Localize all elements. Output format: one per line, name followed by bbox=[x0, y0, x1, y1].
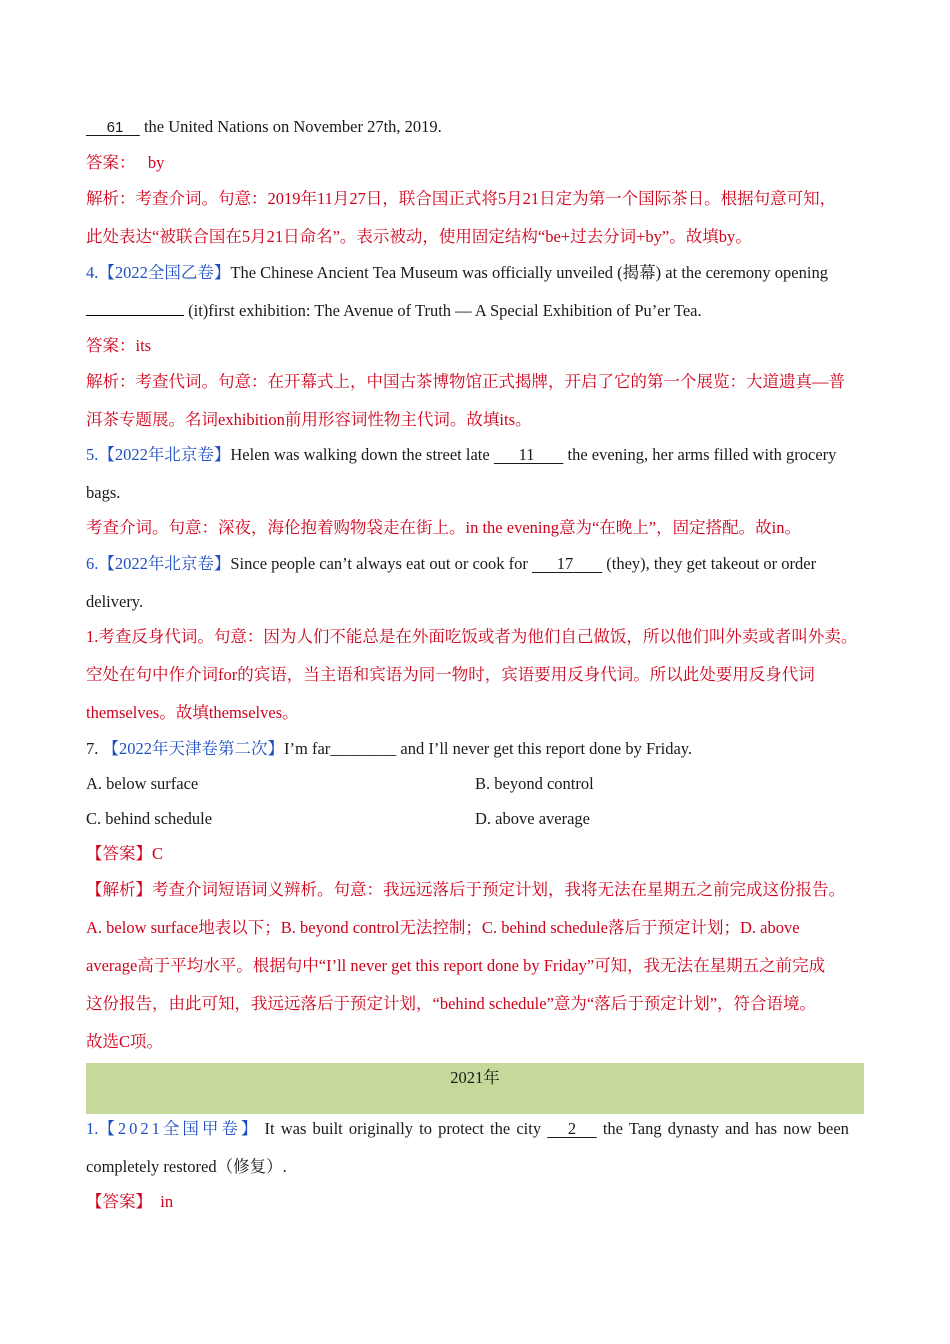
question-text: the evening, her arms filled with grocery bbox=[563, 445, 837, 464]
question-7 bbox=[86, 738, 864, 760]
explanation-line: 考查介词。句意：深夜，海伦抱着购物袋走在街上。in the evening意为“在晚上”，固定搭配。故in。 bbox=[86, 518, 801, 537]
answer-line bbox=[86, 1191, 864, 1213]
question-4-line2 bbox=[86, 300, 864, 322]
answer-label: 【答案】 bbox=[86, 1192, 152, 1211]
question-text: The Chinese Ancient Tea Museum was officially unveiled (揭幕) at the ceremony opening bbox=[230, 263, 828, 282]
question-number: 4. bbox=[86, 263, 99, 282]
question-4 bbox=[86, 262, 864, 284]
blank-answer: 61 bbox=[106, 119, 124, 136]
explanation-line: 解析：考查介词。句意：2019年11月27日，联合国正式将5月21日定为第一个国际茶日。根据句意可知， bbox=[86, 189, 837, 208]
year-section-header bbox=[86, 1063, 864, 1114]
explanation-line: A. below surface地表以下；B. beyond control无法控制；C. behind schedule落后于预定计划；D. above bbox=[86, 918, 800, 937]
blank-answer: 2 bbox=[567, 1119, 577, 1138]
explanation-line: 空处在句中作介词for的宾语，当主语和宾语为同一物时，宾语要用反身代词。所以此处要用反身代词 bbox=[86, 665, 815, 684]
question-5 bbox=[86, 444, 864, 466]
explanation-line: 这份报告，由此可知，我远远落后于预定计划，“behind schedule”意为“落后于预定计划”，符合语境。 bbox=[86, 994, 817, 1013]
blank-line bbox=[86, 303, 184, 316]
explanation-line: themselves。故填themselves。 bbox=[86, 703, 299, 722]
explanation-line: 此处表达“被联合国在5月21日命名”。表示被动，使用固定结构“be+过去分词+by”。故填by。 bbox=[86, 227, 752, 246]
question-source: 【2022全国乙卷】 bbox=[98, 263, 231, 282]
explanation-line: 【解析】考查介词短语词义辨析。句意：我远远落后于预定计划，我将无法在星期五之前完成这份报告。 bbox=[86, 880, 845, 899]
option-b: B. beyond control bbox=[475, 774, 594, 793]
answer-value: in bbox=[160, 1192, 174, 1211]
question-source: 【2022年天津卷第二次】 bbox=[102, 739, 284, 758]
question-text: the Tang dynasty and has now been bbox=[596, 1119, 849, 1138]
question-2021-1 bbox=[86, 1118, 864, 1140]
option-a: A. below surface bbox=[86, 774, 199, 793]
answer-line bbox=[86, 152, 864, 174]
explanation-line: 洱茶专题展。名词exhibition前用形容词性物主代词。故填its。 bbox=[86, 410, 532, 429]
question-text: I’m far________ and I’ll never get this report done by Friday. bbox=[284, 739, 693, 758]
options-row-2 bbox=[86, 808, 864, 830]
explanation-line: 解析：考查代词。句意：在开幕式上，中国古茶博物馆正式揭牌，开启了它的第一个展览：大道遗真—普 bbox=[86, 372, 845, 391]
answer-label: 答案： bbox=[86, 153, 136, 172]
answer-value: by bbox=[147, 153, 165, 172]
question-text: (they), they get takeout or order bbox=[602, 554, 817, 573]
question-text: Since people can’t always eat out or cook for bbox=[230, 554, 533, 573]
question-text: It was built originally to protect the city bbox=[264, 1119, 548, 1138]
prev-question-tail bbox=[86, 116, 864, 139]
blank-answer: 11 bbox=[518, 445, 535, 464]
answer-line: 答案：its bbox=[86, 336, 152, 355]
option-c: C. behind schedule bbox=[86, 809, 213, 828]
year-label: 2021年 bbox=[450, 1068, 500, 1087]
question-text: delivery. bbox=[86, 592, 144, 611]
explanation-line: average高于平均水平。根据句中“I’ll never get this report done by Friday”可知，我无法在星期五之前完成 bbox=[86, 956, 826, 975]
question-text: bags. bbox=[86, 483, 121, 502]
option-d: D. above average bbox=[475, 809, 590, 828]
question-number: 5. bbox=[86, 445, 99, 464]
question-number: 7. bbox=[86, 739, 99, 758]
question-text: completely restored（修复）. bbox=[86, 1157, 287, 1176]
blank-answer: 17 bbox=[556, 554, 574, 573]
question-number: 1. bbox=[86, 1119, 99, 1138]
question-6 bbox=[86, 553, 864, 575]
explanation-line: 1.考查反身代词。句意：因为人们不能总是在外面吃饭或者为他们自己做饭，所以他们叫外卖或者叫外卖。 bbox=[86, 627, 858, 646]
question-text: (it)first exhibition: The Avenue of Truth — A Special Exhibition of Pu’er Tea. bbox=[184, 301, 702, 320]
question-source: 【2021全国甲卷】 bbox=[98, 1119, 261, 1138]
options-row-1 bbox=[86, 773, 864, 795]
answer-line: 【答案】C bbox=[86, 844, 164, 863]
explanation-line: 故选C项。 bbox=[86, 1032, 164, 1051]
question-text: Helen was walking down the street late bbox=[230, 445, 494, 464]
question-number: 6. bbox=[86, 554, 99, 573]
sentence-text: the United Nations on November 27th, 2019. bbox=[139, 117, 442, 136]
question-source: 【2022年北京卷】 bbox=[98, 554, 231, 573]
question-source: 【2022年北京卷】 bbox=[98, 445, 231, 464]
